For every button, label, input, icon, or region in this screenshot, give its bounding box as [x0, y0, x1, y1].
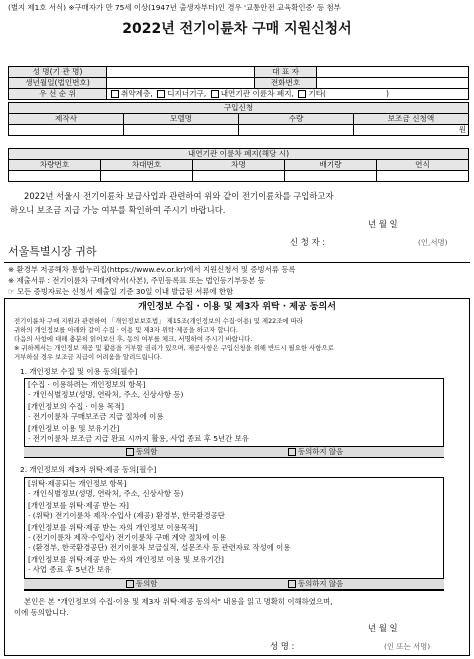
priority-label: 우 선 순 위 [9, 89, 107, 100]
sec2-line-1: · 개인식별정보(성명, 연락처, 주소, 신상사항 등) [28, 489, 184, 498]
privacy-closing-0: 본인은 본 "개인정보의 수집·이용 및 제3자 위탁·제공 동의서" 내용을 읽고 명확히 이해하였으며, [24, 597, 333, 606]
model-field[interactable] [124, 125, 239, 136]
scrap-col-plate: 차량번호 [9, 160, 101, 171]
sec2-line-7: [개인정보를 위탁·제공 받는 자의 개인정보 이용 및 보유기간] [28, 555, 224, 564]
note-1: ※ 환경부 저공해차 통합누리집(https://www.ev.or.kr)에서 지원신청서 및 증빙서류 등록 [8, 265, 296, 274]
sec2-line-2: [개인정보를 위탁·제공 받는 자] [28, 501, 129, 510]
representative-label: 대 표 자 [255, 67, 317, 78]
sec2-consent-bar [24, 578, 444, 590]
sec1-agree: 동의함 [136, 447, 158, 456]
applicant-table [8, 66, 469, 100]
name-label: 성 명(기 관 명) [9, 67, 107, 78]
purchase-table [8, 102, 469, 136]
priority-option-2: 내연기관 이륜차 폐지, [220, 89, 294, 98]
header-note: (별지 제1호 서식) ※구매자가 만 75세 이상(1947년 출생자부터)인 경우 '교통안전 교육확인증' 등 첨부 [8, 3, 341, 12]
sec1-line-4: [개인정보 이용 및 보유기간] [28, 424, 120, 433]
priority-checkbox-2[interactable] [211, 90, 219, 98]
sec1-disagree: 동의하지 않음 [298, 447, 344, 456]
plate-field[interactable] [9, 171, 101, 182]
addressee: 서울특별시장 귀하 [8, 245, 97, 258]
priority-options [107, 89, 469, 100]
name-field[interactable] [107, 67, 255, 78]
purchase-col-subsidy: 보조금 신청액 [354, 114, 469, 125]
divider [4, 262, 470, 263]
year-field[interactable] [377, 171, 469, 182]
priority-option-1: 디지너기구, [167, 89, 207, 98]
privacy-sign-label: 성 명 : [270, 641, 295, 651]
car-name-field[interactable] [193, 171, 285, 182]
applicant-sign: (인,서명) [418, 238, 448, 247]
priority-checkbox-0[interactable] [111, 90, 119, 98]
sec2-agree: 동의함 [136, 579, 158, 588]
phone-label: 전화번호 [255, 78, 317, 89]
privacy-title: 개인정보 수집 · 이용 및 제3자 위탁 · 제공 동의서 [138, 302, 336, 312]
phone-field[interactable] [317, 78, 469, 89]
scrap-section-title: 내연기관 이륜차 폐지(해당 시) [9, 149, 469, 160]
note-3: ☞ 모든 증빙자료는 신청서 제출일 기준 30일 이내 발급된 서류에 한함 [8, 287, 234, 296]
statement-date: 년 월 일 [368, 219, 398, 229]
sec2-line-8: · 사업 종료 후 5년간 보유 [28, 565, 112, 574]
subsidy-unit: 원 [458, 125, 467, 135]
sec1-line-3: · 전기이륜차 구매보조금 지급 절차에 이용 [28, 412, 164, 421]
priority-close: ) [386, 89, 389, 98]
purchase-col-model: 모델명 [124, 114, 239, 125]
statement-line-2: 하오니 보조금 지급 가능 여부를 확인하여 주시기 바랍니다. [10, 205, 226, 215]
privacy-intro-1: 귀하의 개인정보를 아래와 같이 수집 · 이용 및 제3자 위탁·제공을 하고자 합니다. [14, 326, 238, 334]
scrap-col-cc: 배기량 [285, 160, 377, 171]
birth-field[interactable] [107, 78, 255, 89]
sec2-line-5: · (전기이륜차 제작·수입사) 전기이륜차 구매 계약 절차에 이용 [28, 533, 227, 542]
form-title: 2022년 전기이륜차 구매 지원신청서 [122, 21, 352, 37]
sec1-disagree-checkbox[interactable] [288, 448, 296, 456]
priority-option-0: 취약계층, [121, 89, 153, 98]
vin-field[interactable] [101, 171, 193, 182]
subsidy-field[interactable] [354, 125, 469, 136]
sec1-heading: 1. 개인정보 수집 및 이용 동의[필수] [20, 367, 138, 376]
applicant-sign-label: 신 청 자 : [290, 237, 326, 247]
privacy-sign: (인 또는 서명) [384, 642, 431, 651]
purchase-section-title: 구입신청 [9, 103, 469, 114]
sec2-line-6: · (환경부, 한국환경공단) 전기이륜차 보급실적, 설문조사 등 관련자료 작성에 이용 [28, 543, 291, 552]
sec1-consent-bar [24, 446, 444, 458]
scrap-col-year: 연식 [377, 160, 469, 171]
statement-line-1: 2022년 서울시 전기이륜차 보급사업과 관련하여 위와 같이 전기이륜차를 구입하고자 [24, 191, 334, 201]
sec1-line-1: · 개인식별정보(성명, 연락처, 주소, 신상사항 등) [28, 390, 184, 399]
representative-field[interactable] [317, 67, 469, 78]
sec2-agree-checkbox[interactable] [126, 580, 134, 588]
sec2-line-0: [위탁·제공되는 개인정보 항목] [28, 479, 127, 488]
purchase-col-qty: 수량 [239, 114, 354, 125]
qty-field[interactable] [239, 125, 354, 136]
scrap-table [8, 148, 469, 182]
privacy-date: 년 월 일 [368, 623, 398, 633]
sec1-agree-checkbox[interactable] [126, 448, 134, 456]
maker-field[interactable] [9, 125, 124, 136]
purchase-col-maker: 제작사 [9, 114, 124, 125]
priority-option-3: 기타( [308, 89, 327, 98]
priority-checkbox-1[interactable] [157, 90, 165, 98]
birth-label: 생년월일(법인번호) [9, 78, 107, 89]
sec2-heading: 2. 개인정보의 제3자 위탁·제공 동의[필수] [20, 465, 157, 474]
sec1-line-0: [수집 · 이용하려는 개인정보의 항목] [28, 380, 146, 389]
sec1-line-5: · 전기이륜차 보조금 지급 완료 시까지 활용, 사업 종료 후 5년간 보유 [28, 434, 249, 443]
privacy-closing-1: 이에 동의합니다. [14, 608, 69, 617]
sec2-line-3: · (위탁) 전기이륜차 제작·수입사 (제공) 환경부, 한국환경공단 [28, 511, 225, 520]
sec1-line-2: [개인정보의 수집 · 이용 목적] [28, 402, 125, 411]
sec2-line-4: [개인정보를 위탁·제공 받는 자의 개인정보 이용목적] [28, 523, 198, 532]
scrap-col-name: 차명 [193, 160, 285, 171]
sec2-disagree: 동의하지 않음 [298, 579, 344, 588]
privacy-intro-0: 전기이륜차 구매 지원과 관련하여 「개인정보보호법」 제15조(개인정보의 수집·이용) 및 제22조에 따라 [14, 317, 303, 325]
sec2-disagree-checkbox[interactable] [288, 580, 296, 588]
privacy-intro-2: 다음의 사항에 대해 충분히 읽어보신 후, 동의 여부를 체크, 서명하여 주시기 바랍니다. [14, 335, 253, 343]
note-2: ※ 제출서류 : 전기이륜차 구매계약서(사본), 주민등록표 또는 법인등기부등본 등 [8, 276, 265, 285]
cc-field[interactable] [285, 171, 377, 182]
priority-checkbox-3[interactable] [298, 90, 306, 98]
privacy-intro-3: ※ 귀하께서는 개인정보 제공 및 활용을 거부할 권리가 있으며, 제공사항은 구입신청을 위해 반드시 필요한 사항으로 [14, 344, 334, 352]
scrap-col-vin: 차대번호 [101, 160, 193, 171]
privacy-intro-4: 거부하실 경우 보조금 지급이 어려움을 알려드립니다. [14, 353, 163, 361]
